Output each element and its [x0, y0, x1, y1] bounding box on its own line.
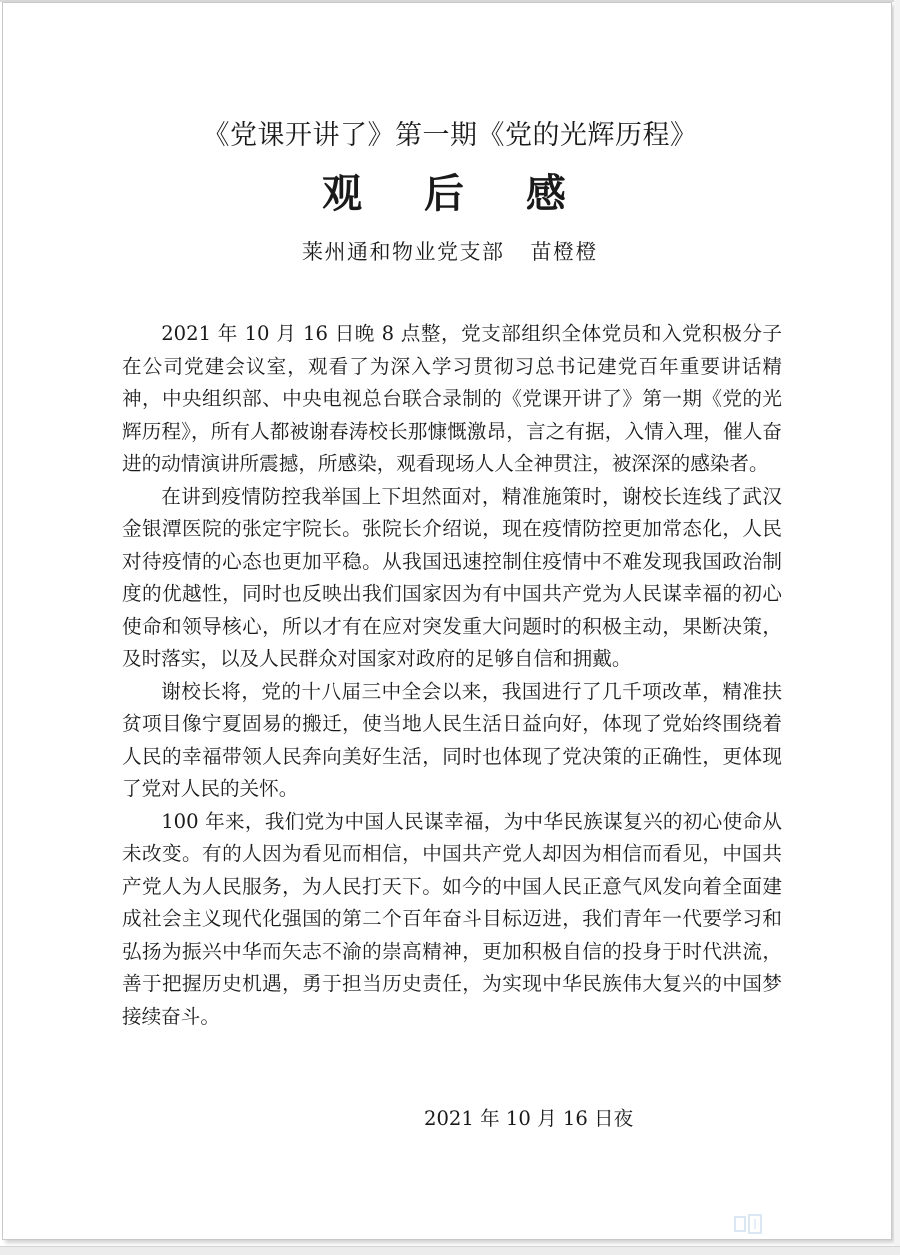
document-title: 观 后 感 — [322, 170, 590, 217]
body-paragraph: 谢校长将，党的十八届三中全会以来，我国进行了几千项改革，精准扶贫项目像宁夏固易的搬迁，使当地人民生活日益向好，体现了党始终围绕着人民的幸福带领人民奔向美好生活，同时也体现了党决策的正确性，更体现了党对人民的关怀。 — [122, 679, 782, 800]
document-subtitle: 《党课开讲了》第一期《党的光辉历程》 — [202, 120, 698, 151]
author-line — [0, 234, 900, 270]
document-date: 2021 年 10 月 16 日夜 — [424, 1107, 634, 1130]
body-paragraph: 2021 年 10 月 16 日晚 8 点整，党支部组织全体党员和入党积极分子在公司党建会议室，观看了为深入学习贯彻习总书记建党百年重要讲话精神，中央组织部、中央电视总台联合录制的《党课开讲了》第一期《党的光辉历程》，所有人都被谢春涛校长那慷慨激昂，言之有据，入情入理，催人奋进的动情演讲所震撼，所感染，观看现场人人全神贯注，被深深的感染者。 — [122, 322, 782, 475]
body-paragraph: 100 年来，我们党为中国人民谋幸福，为中华民族谋复兴的初心使命从未改变。有的人因为看见而相信，中国共产党人却因为相信而看见，中国共产党人为人民服务，为人民打天下。如今的中国人民正意气风发向着全面建成社会主义现代化强国的第二个百年奋斗目标迈进，我们青年一代要学习和弘扬为振兴中华而矢志不渝的崇高精神，更加积极自信的投身于时代洪流，善于把握历史机遇，勇于担当历史责任，为实现中华民族伟大复兴的中国梦接续奋斗。 — [122, 809, 782, 1028]
author-name: 苗橙橙 — [530, 240, 598, 264]
body-paragraph: 在讲到疫情防控我举国上下坦然面对，精准施策时，谢校长连线了武汉金银潭医院的张定宇院长。张院长介绍说，现在疫情防控更加常态化，人民对待疫情的心态也更加平稳。从我国迅速控制住疫情中不难发现我国政治制度的优越性，同时也反映出我们国家因为有中国共产党为人民谋幸福的初心使命和领导核心，所以才有在应对突发重大问题时的积极主动，果断决策，及时落实，以及人民群众对国家对政府的足够自信和拥戴。 — [122, 484, 782, 670]
document-body — [122, 318, 782, 1033]
corner-watermark-icon — [731, 1211, 767, 1237]
author-organization: 莱州通和物业党支部 — [302, 240, 505, 264]
